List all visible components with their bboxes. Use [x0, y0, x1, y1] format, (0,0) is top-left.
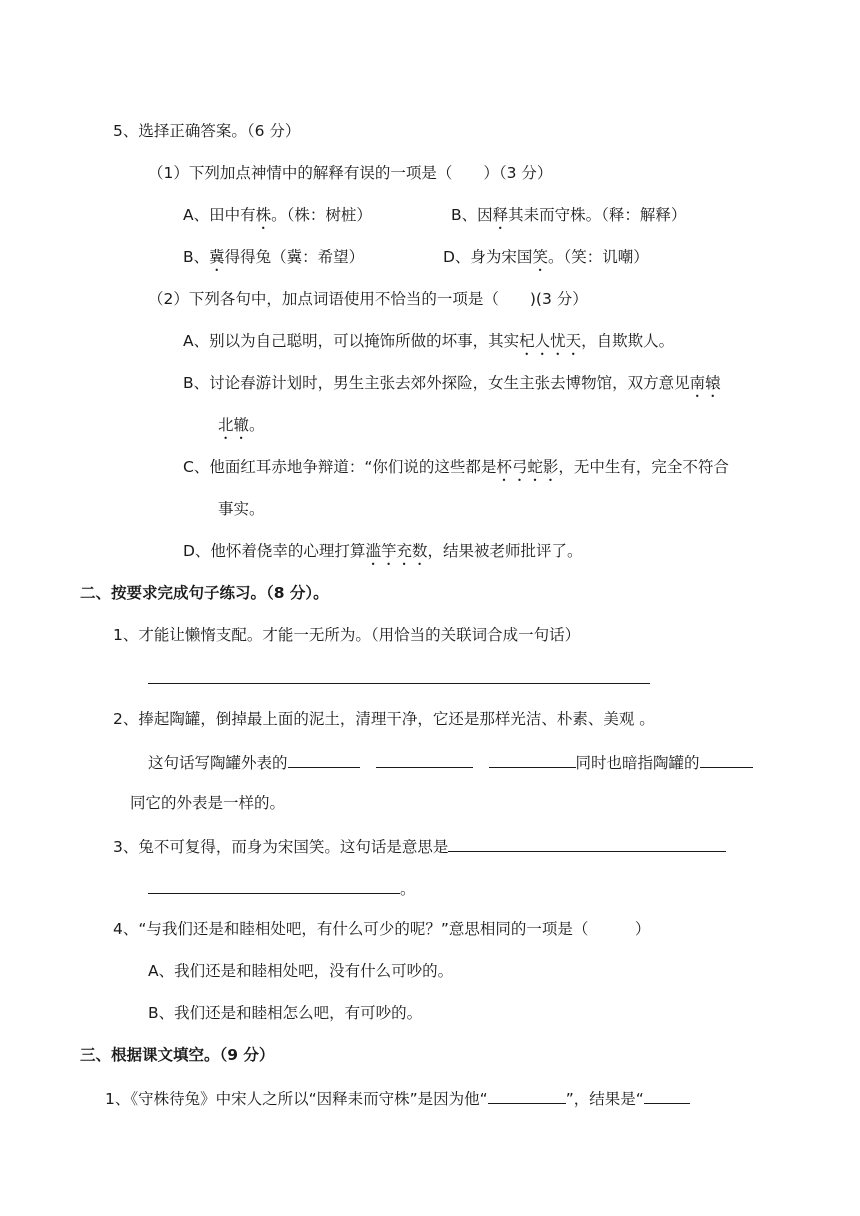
answer-blank[interactable] [700, 750, 753, 768]
option-text: D、他怀着侥幸的心理打算 [183, 542, 366, 560]
sec2-q1-answer-line[interactable] [148, 666, 650, 690]
q5-sub1-stem: （1）下列加点神情中的解释有误的一项是（ ）（3 分） [148, 164, 553, 182]
sec2-q3 [113, 834, 726, 858]
q5-sub2-option-c [183, 456, 729, 485]
option-text: A、别以为自己聪明，可以掩饰所做的坏事，其实 [183, 332, 520, 350]
answer-blank[interactable] [644, 1086, 690, 1104]
option-text: B、讨论春游计划时，男生主张去郊外探险，女生主张去博物馆，双方意见 [183, 374, 690, 392]
answer-blank[interactable] [448, 834, 726, 852]
option-text: C、他面红耳赤地争辩道：“你们说的这些都是 [183, 458, 497, 476]
q5-sub1-option-d [443, 246, 649, 275]
sec2-q1: 1、才能让懒惰支配。才能一无所为。（用恰当的关联词合成一句话） [113, 626, 581, 644]
dotted-word: 杞人忧天 [519, 332, 582, 350]
sec2-q2-cont: 同它的外表是一样的。 [130, 794, 286, 812]
option-text: ，自欺欺人。 [581, 332, 675, 350]
option-text: 。（株：树桩） [271, 206, 372, 224]
option-text: 其耒而守株。（释：解释） [508, 206, 687, 224]
sec2-q4-option-a: A、我们还是和睦相处吧，没有什么可吵的。 [148, 962, 454, 980]
sec2-q4: 4、“与我们还是和睦相处吧，有什么可少的呢？”意思相同的一项是（ ） [113, 920, 651, 938]
question-text: 1、《守株待兔》中宋人之所以“因释耒而守株”是因为他“ [105, 1090, 488, 1108]
dotted-word: 笑 [532, 248, 548, 266]
q5-sub2-option-c-cont: 事实。 [218, 500, 265, 518]
sec3-q1 [105, 1086, 690, 1110]
answer-blank[interactable] [488, 1086, 566, 1104]
answer-blank[interactable] [148, 666, 650, 684]
dotted-word: 杯弓蛇影 [496, 458, 559, 476]
option-text: 。 [249, 416, 265, 434]
option-text: B、因 [451, 206, 493, 224]
answer-blank[interactable] [376, 750, 473, 768]
section-2-heading: 二、按要求完成句子练习。（8 分）。 [80, 584, 329, 602]
q5-title: 5、选择正确答案。（6 分） [113, 122, 301, 140]
option-text: 。（笑：讥嘲） [547, 248, 649, 266]
q5-sub2-option-b [183, 372, 721, 401]
dotted-word: 株 [255, 206, 272, 224]
q5-sub1-option-c [183, 246, 364, 275]
period: 。 [400, 880, 416, 898]
sec2-q2: 2、捧起陶罐，倒掉最上面的泥土，清理干净，它还是那样光洁、朴素、美观 。 [113, 710, 655, 728]
q5-sub2-option-d [183, 540, 582, 569]
q5-sub2-option-b-cont [218, 414, 265, 443]
option-text: B、 [183, 248, 210, 266]
fill-text: 这句话写陶罐外表的 [148, 754, 288, 772]
question-text: 3、兔不可复得，而身为宋国笑。这句话是意思是 [113, 838, 449, 856]
dotted-word: 南辕 [689, 374, 721, 392]
option-text: A、田中有 [183, 206, 256, 224]
q5-sub2-option-a [183, 330, 674, 359]
option-text: 得得兔（冀：希望） [224, 248, 365, 266]
q5-sub2-stem: （2）下列各句中，加点词语使用不恰当的一项是（ )(3 分） [148, 290, 588, 308]
q5-sub1-option-a [183, 204, 372, 233]
dotted-word: 冀 [209, 248, 225, 266]
fill-text: 同时也暗指陶罐的 [575, 754, 700, 772]
answer-blank[interactable] [288, 750, 360, 768]
option-text: ，结果被老师批评了。 [427, 542, 583, 560]
sec2-q4-option-b: B、我们还是和睦相怎么吧，有可吵的。 [148, 1004, 423, 1022]
answer-blank[interactable] [148, 876, 400, 894]
dotted-word: 滥竽充数 [365, 542, 428, 560]
section-3-heading: 三、根据课文填空。（9 分） [80, 1046, 275, 1064]
dotted-word: 释 [492, 206, 509, 224]
sec2-q2-fill [148, 750, 753, 774]
option-text: ，无中生有，完全不符合 [558, 458, 729, 476]
dotted-word: 北辙 [218, 416, 250, 434]
option-text: D、身为宋国 [443, 248, 533, 266]
sec2-q3-cont [148, 876, 416, 900]
answer-blank[interactable] [489, 750, 576, 768]
question-text: ”，结果是“ [565, 1090, 644, 1108]
q5-sub1-option-b [451, 204, 686, 233]
